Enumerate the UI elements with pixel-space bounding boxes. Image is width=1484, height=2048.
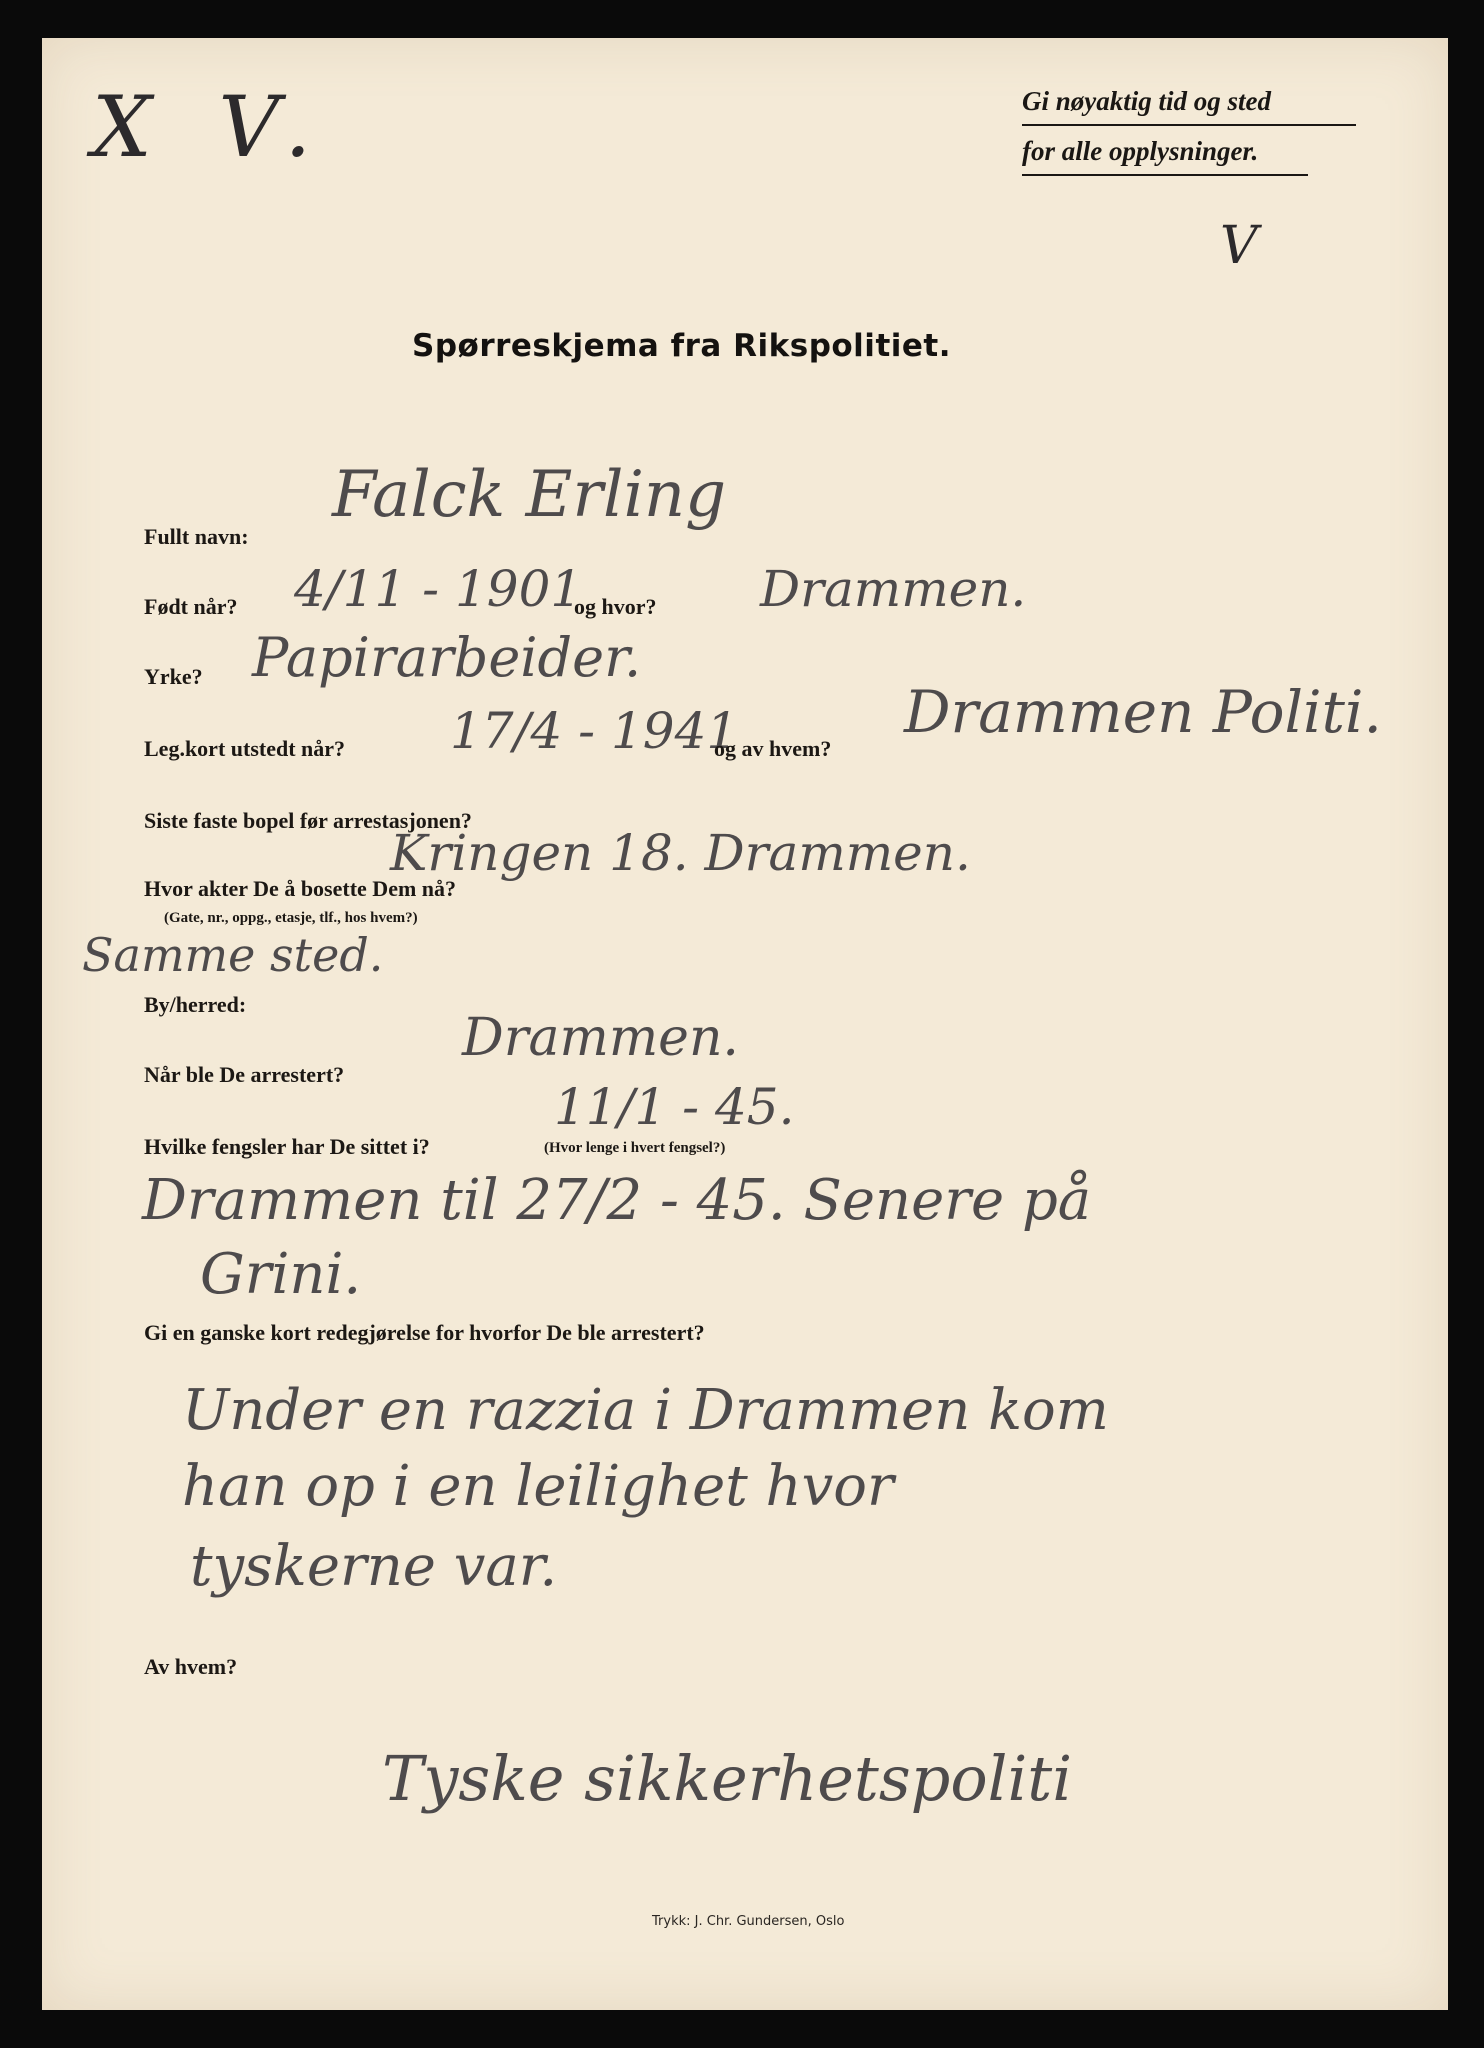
- label-yrke: Yrke?: [144, 664, 203, 689]
- form-title: Spørreskjema fra Rikspolitiet.: [412, 328, 952, 364]
- answer-fodt-naar: 4/11 - 1901: [294, 560, 583, 618]
- label-av-hvem: Av hvem?: [144, 1654, 238, 1679]
- label-by-herred: By/herred:: [144, 992, 247, 1017]
- answer-arrestert-naar: 11/1 - 45.: [554, 1078, 795, 1136]
- answer-hvorfor-line2: han op i en leilighet hvor: [182, 1454, 894, 1519]
- answer-by-herred: Drammen.: [462, 1008, 739, 1068]
- answer-fullt-navn: Falck Erling: [332, 458, 727, 532]
- label-hvorfor: Gi en ganske kort redegjørelse for hvorfor De ble arrestert?: [144, 1320, 705, 1345]
- printer-imprint: Trykk: J. Chr. Gundersen, Oslo: [652, 1914, 845, 1929]
- answer-bopel: Kringen 18. Drammen.: [390, 824, 971, 882]
- header-note-rule1: [1022, 124, 1356, 126]
- answer-legkort-naar: 17/4 - 1941: [450, 702, 739, 760]
- answer-hvorfor-line1: Under en razzia i Drammen kom: [182, 1378, 1109, 1443]
- label-fullt-navn: Fullt navn:: [144, 524, 249, 549]
- answer-yrke: Papirarbeider.: [252, 626, 642, 689]
- questionnaire-form: [42, 38, 1448, 2010]
- label-og-hvor: og hvor?: [574, 594, 657, 619]
- header-note-line1: Gi nøyaktig tid og sted: [1022, 86, 1271, 116]
- answer-av-hvem: Tyske sikkerhetspoliti: [382, 1742, 1073, 1815]
- label-legkort-hvem: og av hvem?: [714, 736, 832, 761]
- answer-og-hvor: Drammen.: [760, 560, 1027, 618]
- answer-bosette: Samme sted.: [82, 928, 384, 982]
- answer-hvorfor-line3: tyskerne var.: [190, 1534, 558, 1599]
- corner-mark-left: X V.: [92, 78, 332, 176]
- label-legkort-naar: Leg.kort utstedt når?: [144, 736, 346, 761]
- answer-fengsler-line2: Grini.: [200, 1242, 362, 1307]
- corner-mark-right: V: [1220, 216, 1258, 276]
- header-note-rule2: [1022, 174, 1308, 176]
- sublabel-bosette: (Gate, nr., oppg., etasje, tlf., hos hvem?): [164, 910, 418, 926]
- answer-legkort-hvem: Drammen Politi.: [904, 678, 1382, 746]
- answer-fengsler-line1: Drammen til 27/2 - 45. Senere på: [142, 1168, 1092, 1233]
- sublabel-fengsler: (Hvor lenge i hvert fengsel?): [544, 1140, 726, 1156]
- label-fengsler: Hvilke fengsler har De sittet i?: [144, 1134, 430, 1159]
- header-note-line2: for alle opplysninger.: [1022, 136, 1259, 166]
- label-arrestert-naar: Når ble De arrestert?: [144, 1062, 345, 1087]
- label-bosette: Hvor akter De å bosette Dem nå?: [144, 876, 457, 901]
- label-bopel: Siste faste bopel før arrestasjonen?: [144, 808, 472, 833]
- label-fodt-naar: Født når?: [144, 594, 238, 619]
